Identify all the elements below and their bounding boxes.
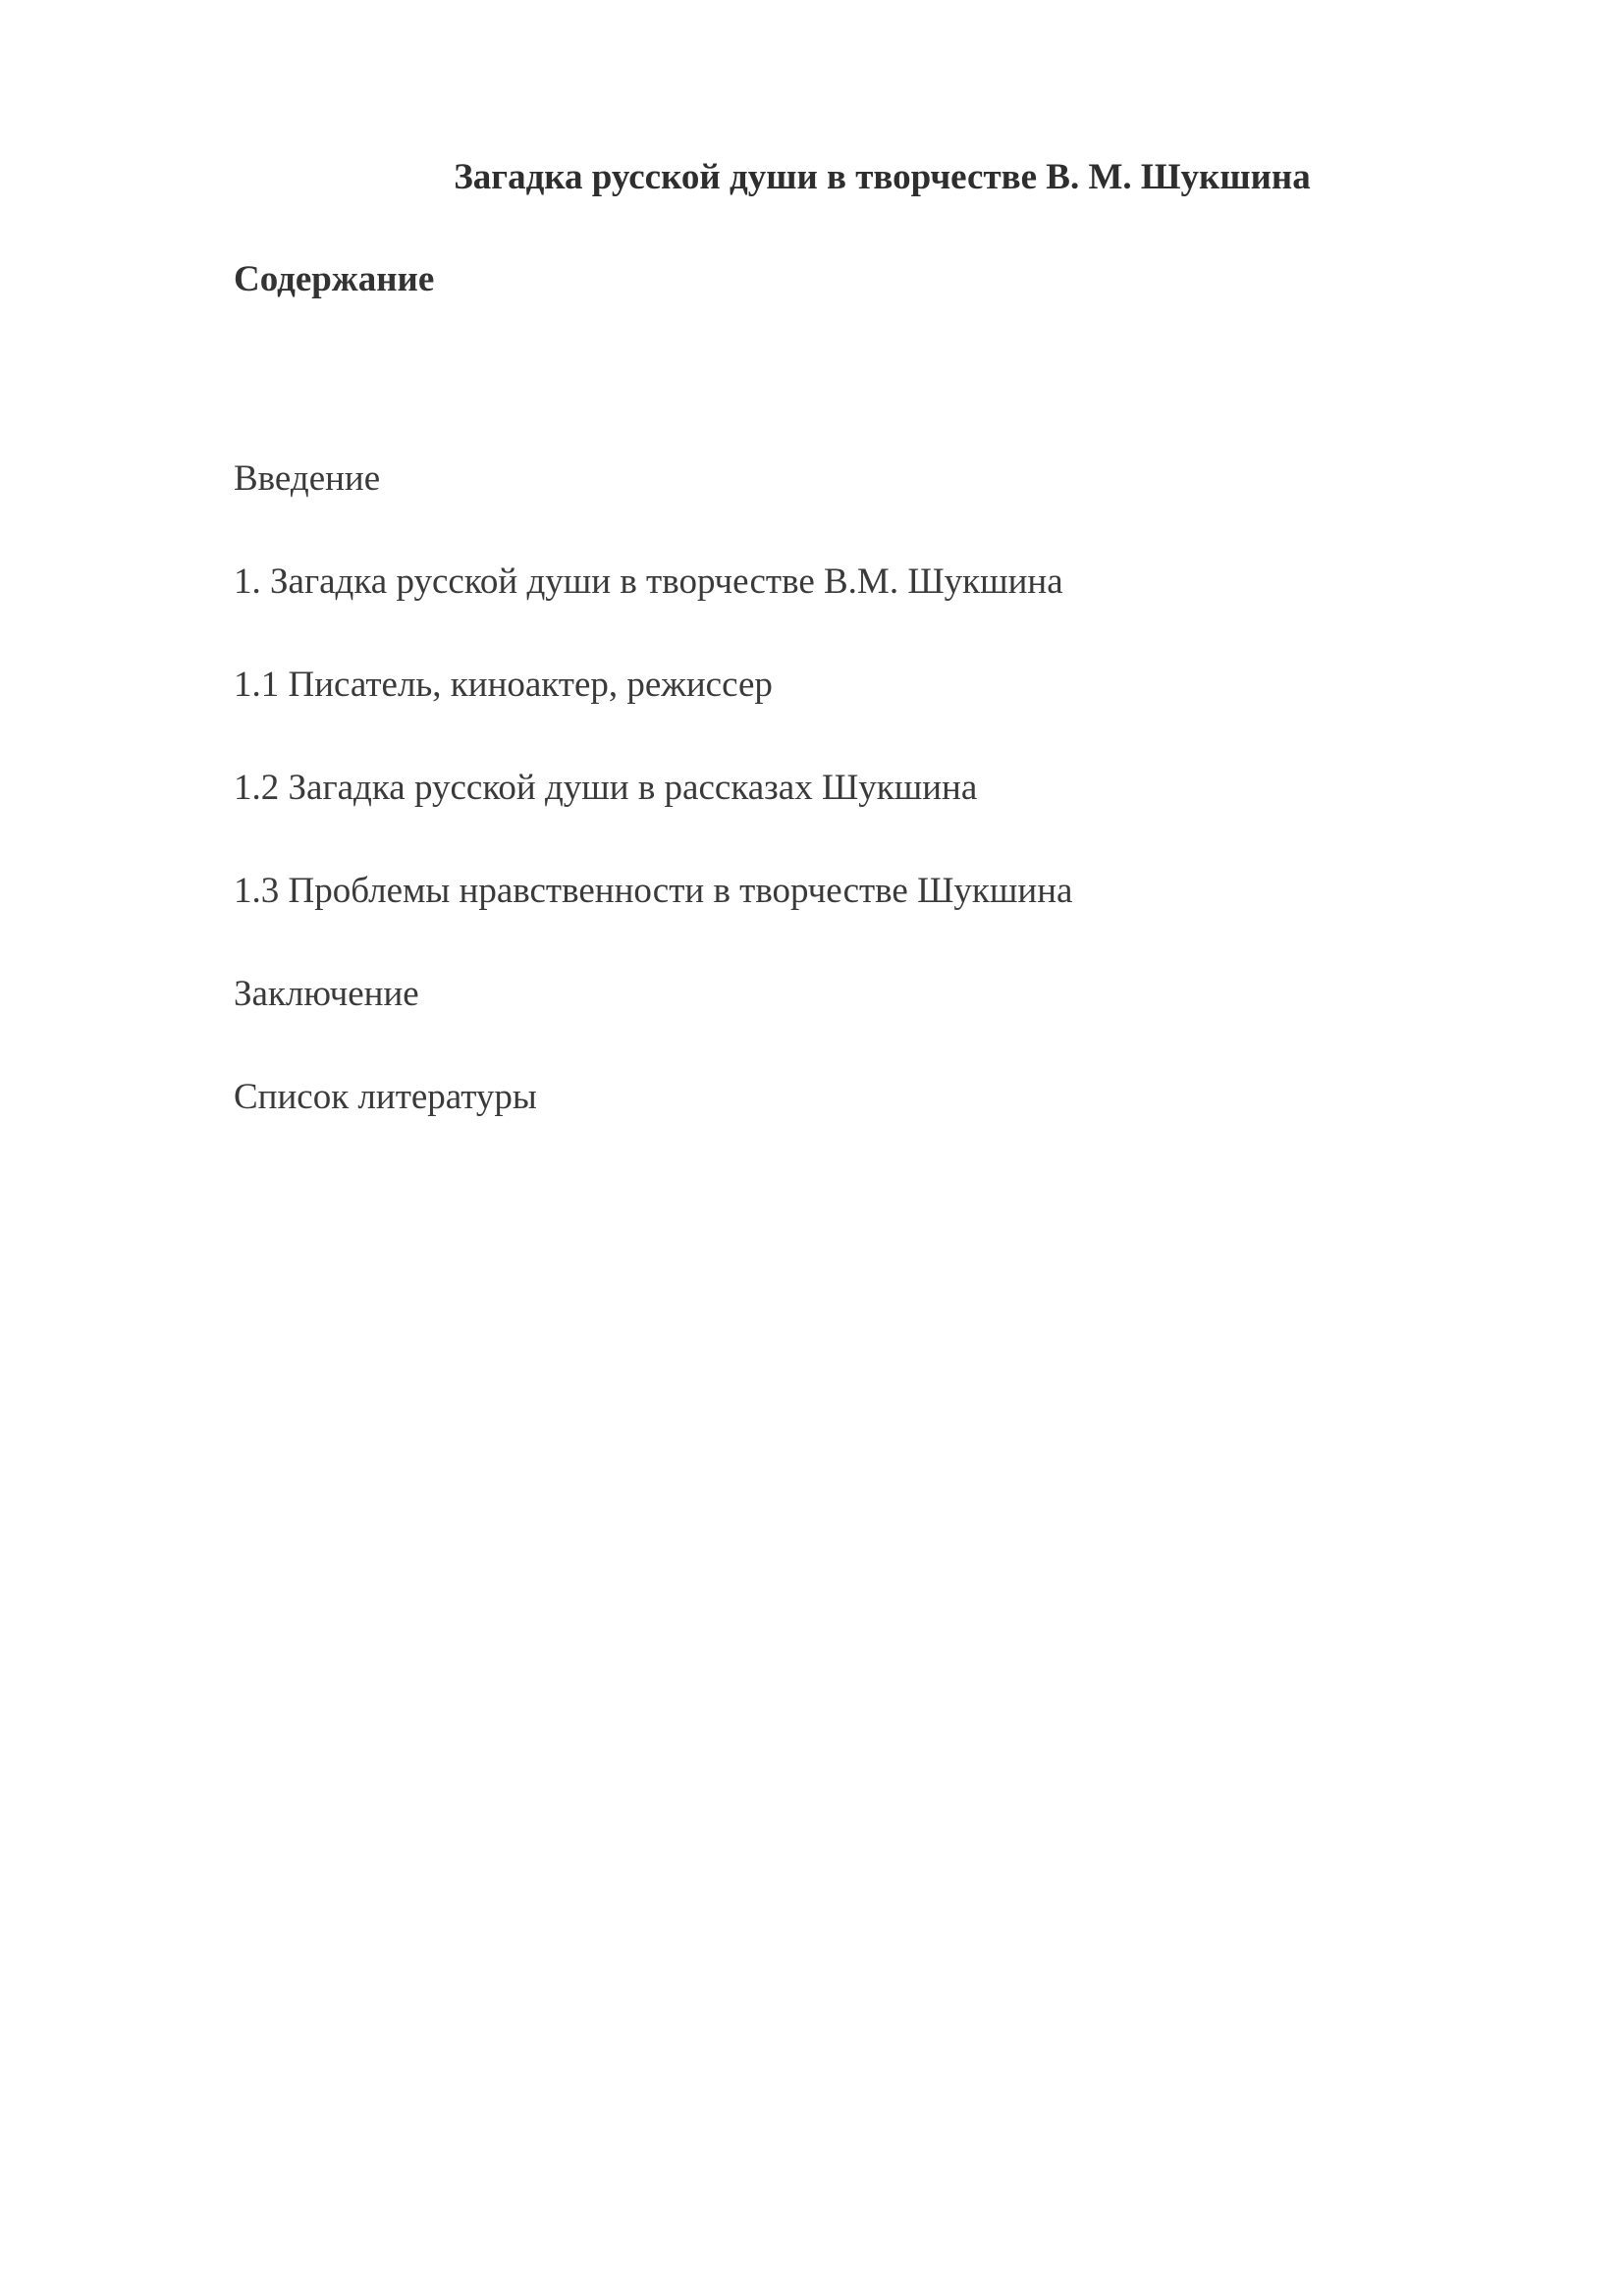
- toc-item-introduction: Введение: [234, 458, 381, 499]
- toc-item-section-1-2: 1.2 Загадка русской души в рассказах Шукшина: [234, 768, 978, 808]
- toc-item-conclusion: Заключение: [234, 974, 419, 1014]
- toc-heading: Содержание: [234, 259, 435, 299]
- toc-item-bibliography: Список литературы: [234, 1077, 537, 1117]
- toc-item-section-1-3: 1.3 Проблемы нравственности в творчестве Шукшина: [234, 871, 1073, 911]
- toc-item-chapter-1: 1. Загадка русской души в творчестве В.М. Шукшина: [234, 561, 1063, 602]
- document-title: Загадка русской души в творчестве В. М. Шукшина: [454, 157, 1311, 197]
- toc-item-section-1-1: 1.1 Писатель, киноактер, режиссер: [234, 665, 773, 705]
- table-of-contents: [234, 455, 1072, 1177]
